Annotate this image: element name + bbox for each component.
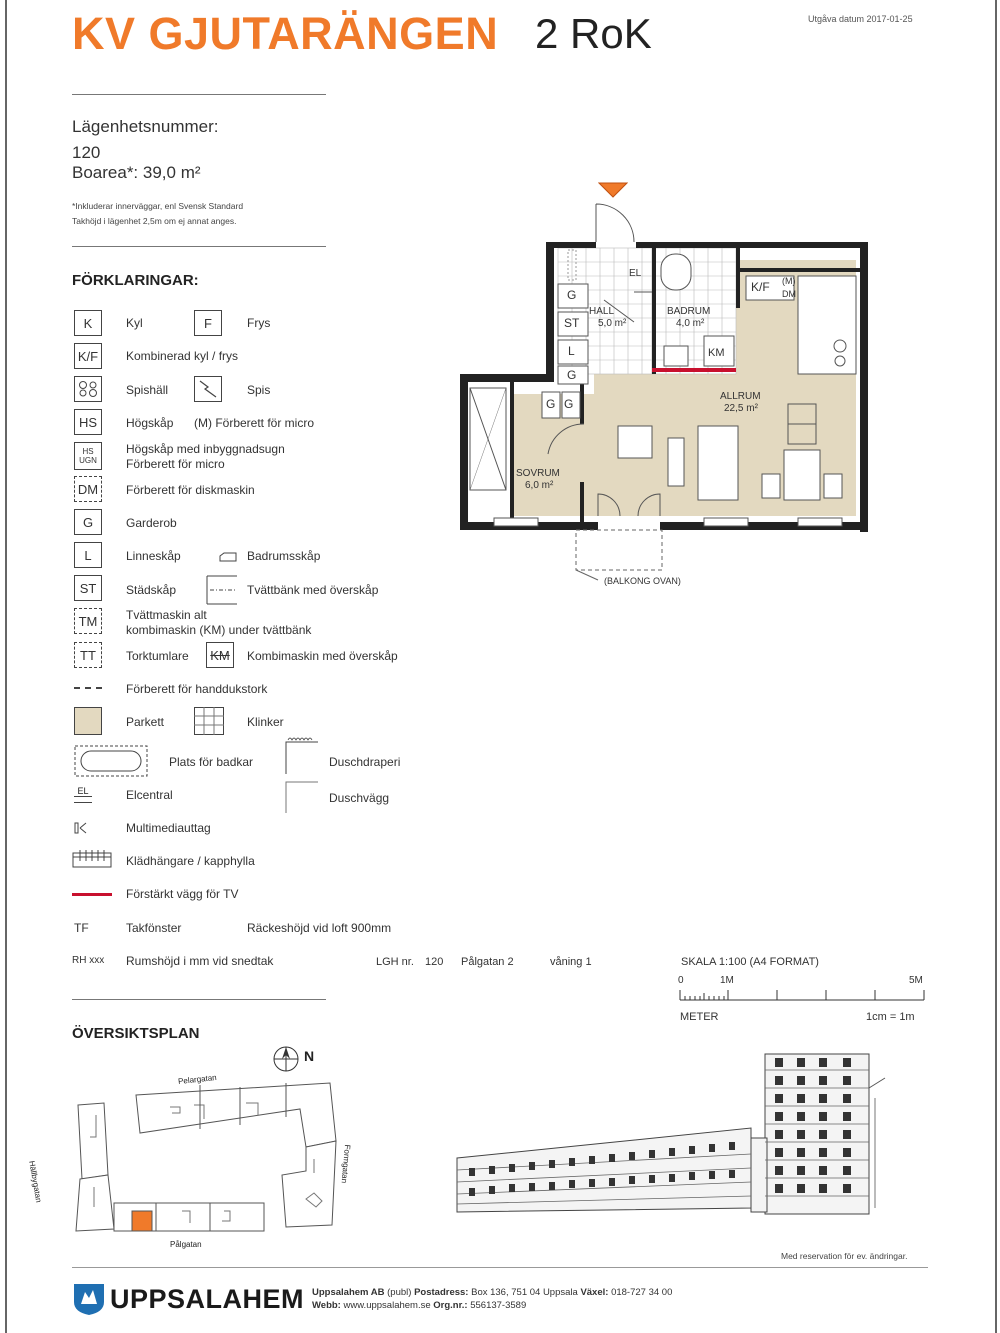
overview-heading: ÖVERSIKTSPLAN <box>72 1025 200 1042</box>
legend-text: Badrumsskåp <box>247 549 321 563</box>
street-label-right: Formgatan <box>339 1144 352 1184</box>
reservation-note: Med reservation för ev. ändringar. <box>781 1251 908 1261</box>
legend-symbol-tall-cabinet: HS <box>74 409 102 435</box>
page-frame-left <box>5 0 7 1333</box>
legend-text: Duschdraperi <box>329 755 401 769</box>
footer-post: Box 136, 751 04 Uppsala <box>468 1287 581 1298</box>
plan-label-combi-machine: KM <box>708 347 725 359</box>
legend-symbol-fridge-freezer: K/F <box>74 343 102 369</box>
legend-text: Högskåp <box>126 416 174 430</box>
legend-text: Kombimaskin med överskåp <box>247 649 398 663</box>
legend-text: Räckeshöjd vid loft 900mm <box>247 921 392 935</box>
legend-symbol-freezer: F <box>194 310 222 336</box>
legend-text: Tvättmaskin alt <box>126 608 207 622</box>
scale-title: SKALA 1:100 (A4 FORMAT) <box>681 956 819 968</box>
footer-line-2 <box>312 1300 526 1311</box>
footer-divider <box>72 1267 928 1268</box>
bathtub-icon <box>74 745 148 782</box>
legend-symbol-skylight: TF <box>74 921 89 935</box>
legend-symbol-linen: L <box>74 542 102 568</box>
parquet-swatch <box>74 707 102 735</box>
tv-wall-swatch <box>72 893 112 896</box>
compass-north: N <box>304 1048 315 1064</box>
footer-line-1 <box>312 1287 672 1298</box>
bathroom-cabinet-icon <box>219 549 237 567</box>
scale-unit: METER <box>680 1011 719 1023</box>
divider <box>72 94 326 95</box>
footer-web[interactable]: www.uppsalahem.se <box>340 1300 434 1311</box>
stove-icon <box>194 376 222 402</box>
lgh-label: LGH nr. <box>376 956 414 968</box>
electrical-panel-symbol: EL <box>74 786 92 797</box>
legend-symbol-washer: TM <box>74 608 102 634</box>
scale-bar <box>679 988 925 1007</box>
legend-text: Elcentral <box>126 788 173 802</box>
footer-tel: 018-727 34 00 <box>608 1287 673 1298</box>
legend-text: Tvättbänk med överskåp <box>247 583 379 597</box>
scale-tick-label: 0 <box>678 975 684 986</box>
legend-text: Parkett <box>126 715 165 729</box>
compass-icon <box>272 1045 300 1078</box>
footer-post-label: Postadress: <box>414 1287 469 1298</box>
legend-text: Multimediauttag <box>126 821 211 835</box>
legend-text: Kyl <box>126 316 143 330</box>
legend-text: Takfönster <box>126 921 182 935</box>
page-frame-right <box>995 0 997 1333</box>
legend-symbol-fridge: K <box>74 310 102 336</box>
multimedia-outlet-icon <box>74 821 90 840</box>
legend-text: Förberett för diskmaskin <box>126 483 255 497</box>
legend-text: Högskåp med inbyggnadsugn <box>126 442 285 456</box>
street-label-bottom: Pålgatan <box>170 1240 202 1249</box>
room-living-area: 22,5 m² <box>724 403 758 414</box>
plan-label-microwave: (M) <box>782 276 796 286</box>
room-bathroom: BADRUM <box>667 306 711 317</box>
legend-text: Frys <box>247 316 271 330</box>
street-label-top: Pelargatan <box>177 1073 218 1086</box>
floor-plan <box>458 196 870 601</box>
area-note: *Inkluderar innerväggar, enl Svensk Standard <box>72 201 244 211</box>
legend-text: (M) Förberett för micro <box>194 416 315 430</box>
legend-symbol-dishwasher: DM <box>74 476 102 502</box>
legend-heading: FÖRKLARINGAR: <box>72 272 199 289</box>
issue-date: Utgåva datum 2017-01-25 <box>808 14 913 24</box>
apartment-type: 2 RoK <box>535 10 652 57</box>
footer-company: Uppsalahem AB <box>312 1287 385 1298</box>
legend-symbol-line: UGN <box>79 456 97 465</box>
ceiling-note: Takhöjd i lägenhet 2,5m om ej annat anges. <box>72 216 237 226</box>
legend-text: Klädhängare / kapphylla <box>126 854 255 868</box>
plan-label-wardrobe: G <box>567 368 577 382</box>
tile-icon <box>194 707 224 740</box>
room-hall <box>589 306 614 317</box>
shower-curtain-icon <box>285 735 319 780</box>
plan-label-wardrobe: G <box>564 397 574 411</box>
plan-label-linen: L <box>568 344 575 358</box>
scale-ratio: 1cm = 1m <box>866 1011 915 1023</box>
plan-label-electrical-panel: EL <box>629 268 642 279</box>
legend-text: Garderob <box>126 516 177 530</box>
site-plan <box>70 1075 350 1240</box>
plan-label-dishwasher: DM <box>782 289 796 299</box>
lgh-number: 120 <box>425 956 444 968</box>
room-bedroom: SOVRUM <box>516 468 560 479</box>
balcony-label: (BALKONG OVAN) <box>604 576 681 586</box>
legend-symbol-cleaning: ST <box>74 575 102 601</box>
legend-symbol-line: HS <box>82 447 94 456</box>
hanger-icon <box>72 847 112 874</box>
legend-text: Klinker <box>247 715 284 729</box>
legend-text: Plats för badkar <box>169 755 254 769</box>
footer-org-label: Org.nr.: <box>433 1300 468 1311</box>
hob-icon <box>74 376 102 402</box>
uppsalahem-logo-icon <box>72 1282 106 1321</box>
apartment-number-label: Lägenhetsnummer: <box>72 117 219 136</box>
room-hall-area: 5,0 m² <box>598 318 627 329</box>
footer-org: 556137-3589 <box>467 1300 527 1311</box>
plan-label-wardrobe: G <box>546 397 556 411</box>
street-address: Pålgatan 2 <box>461 956 514 968</box>
legend-text: Rumshöjd i mm vid snedtak <box>126 954 274 968</box>
legend-text: Torktumlare <box>126 649 189 663</box>
footer-tel-label: Växel: <box>580 1287 609 1298</box>
legend-text: Förberett för micro <box>126 457 225 471</box>
legend-text: Kombinerad kyl / frys <box>126 349 239 363</box>
scale-tick-label: 1M <box>720 975 734 986</box>
floor-number: våning 1 <box>550 956 592 968</box>
electrical-panel-base <box>74 802 92 803</box>
legend-symbol-wardrobe: G <box>74 509 102 535</box>
footer-web-label: Webb: <box>312 1300 341 1311</box>
legend-text: Förstärkt vägg för TV <box>126 887 239 901</box>
plan-label-fridge-freezer: K/F <box>751 280 770 294</box>
laundry-bench-icon <box>206 575 238 610</box>
brand-name: UPPSALAHEM <box>110 1284 305 1314</box>
legend-text: Duschvägg <box>329 791 390 805</box>
building-illustration <box>455 1048 890 1223</box>
legend-text: kombimaskin (KM) under tvättbänk <box>126 623 312 637</box>
plan-label-cleaning: ST <box>564 316 580 330</box>
living-area: Boarea*: 39,0 m² <box>72 163 201 182</box>
legend-text: Förberett för handdukstork <box>126 682 268 696</box>
towel-warmer-icon <box>74 687 102 689</box>
divider <box>72 246 326 247</box>
scale-tick-label: 5M <box>909 975 923 986</box>
room-name: HALL <box>589 306 615 317</box>
legend-text: Spis <box>247 383 271 397</box>
legend-symbol-combi-machine: KM <box>206 642 234 668</box>
legend-symbol-dryer: TT <box>74 642 102 668</box>
legend-text: Linneskåp <box>126 549 181 563</box>
legend-text: Städskåp <box>126 583 177 597</box>
divider <box>72 999 326 1000</box>
room-bedroom-area: 6,0 m² <box>525 480 554 491</box>
footer-publ: (publ) <box>384 1287 415 1298</box>
street-label-left: Hällbygatan <box>27 1160 44 1204</box>
shower-wall-icon <box>285 780 319 819</box>
room-living: ALLRUM <box>720 391 761 402</box>
plan-label-wardrobe: G <box>567 288 577 302</box>
legend-symbol-room-height: RH xxx <box>72 955 105 966</box>
apartment-number: 120 <box>72 143 101 162</box>
page-title: KV GJUTARÄNGEN <box>72 8 499 59</box>
legend-text: Spishäll <box>126 383 169 397</box>
room-bathroom-area: 4,0 m² <box>676 318 705 329</box>
legend-symbol-tall-cabinet-oven <box>74 442 102 470</box>
